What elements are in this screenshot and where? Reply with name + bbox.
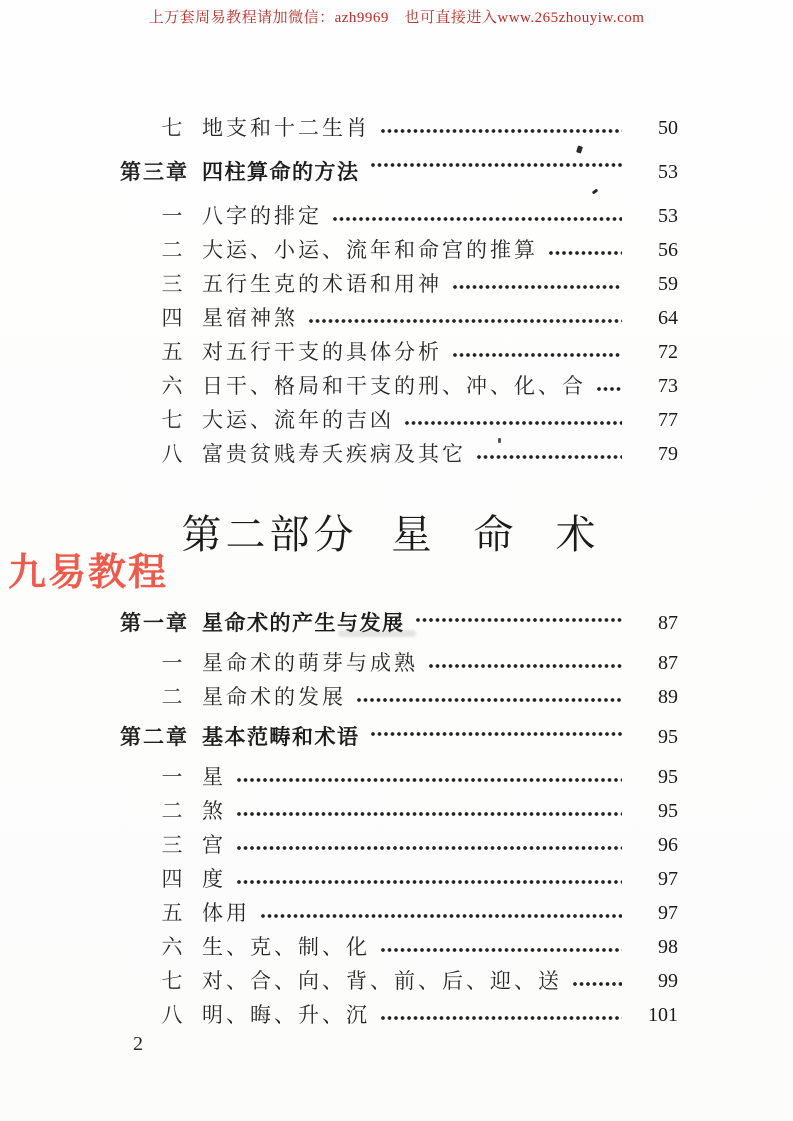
toc-entry-title: 明、晦、升、沉 [202,1002,370,1027]
toc-entry-number: 三 [161,271,183,296]
dot-leader [236,879,622,885]
toc-entry-page: 64 [658,307,678,329]
toc-entry-title: 基本范畴和术语 [202,725,360,749]
toc-entry-title: 大运、流年的吉凶 [202,407,394,432]
toc-entry-number: 五 [161,339,183,364]
toc-entry-title: 对、合、向、背、前、后、迎、送 [202,968,562,993]
toc-entry-number: 七 [161,115,183,140]
toc-row [120,111,678,145]
toc-row [120,998,678,1032]
dot-leader [572,981,622,987]
toc-entry-number: 二 [161,684,183,709]
dot-leader [415,617,623,623]
dot-leader [380,128,622,134]
dot-leader [548,250,622,256]
toc-entry-page: 73 [658,375,678,397]
toc-row [120,646,678,680]
dot-leader [452,284,622,290]
toc-entry-number: 八 [161,441,183,466]
toc-row [120,403,678,437]
toc-entry-page: 101 [648,1004,678,1026]
toc-part1-list [120,111,678,471]
dot-leader [236,777,622,783]
toc-entry-page: 53 [658,161,678,183]
part-heading-prefix: 第二部分 [181,512,358,557]
scan-smudge [338,630,416,637]
toc-entry-title: 度 [202,866,226,891]
toc-entry-number: 八 [161,1002,183,1027]
toc-entry-title: 煞 [202,798,226,823]
toc-entry-page: 97 [658,902,678,924]
toc-entry-title: 星命术的产生与发展 [202,611,405,635]
toc-entry-page: 87 [658,612,678,634]
dot-leader [476,454,622,460]
printed-page-number: 2 [133,1033,143,1055]
toc-entry-title: 对五行干支的具体分析 [202,339,442,364]
toc-entry-page: 72 [658,341,678,363]
toc-entry-title: 星宿神煞 [202,305,298,330]
toc-row [120,600,678,646]
toc-entry-page: 95 [658,726,678,748]
dot-leader [380,1015,622,1021]
toc-row [120,760,678,794]
toc-row [120,437,678,471]
toc-entry-number: 一 [161,764,183,789]
toc-entry-title: 生、克、制、化 [202,934,370,959]
toc-entry-number: 七 [161,968,183,993]
toc-row [120,896,678,930]
toc-row [120,862,678,896]
toc-row [120,680,678,714]
toc-entry-title: 星命术的发展 [202,684,346,709]
toc-row [120,930,678,964]
toc-entry-page: 96 [658,834,678,856]
toc-entry-number: 二 [161,798,183,823]
toc-entry-page: 79 [658,443,678,465]
dot-leader [370,162,623,168]
toc-entry-number: 七 [161,407,183,432]
dot-leader [596,386,622,392]
toc-entry-page: 77 [658,409,678,431]
dot-leader [452,352,622,358]
toc-entry-title: 体用 [202,900,250,925]
toc-entry-number: 三 [161,832,183,857]
toc-entry-page: 56 [658,239,678,261]
toc-entry-title: 八字的排定 [202,203,322,228]
toc-entry-title: 日干、格局和干支的刑、冲、化、合 [202,373,586,398]
promo-banner-text: 上万套周易教程请加微信：azh9969 也可直接进入www.265zhouyiw.com [148,10,645,26]
toc-entry-number: 第一章 [120,611,189,635]
toc-entry-number: 五 [161,900,183,925]
scan-speck [498,438,501,443]
toc-entry-page: 50 [658,117,678,139]
toc-entry-page: 95 [658,766,678,788]
toc-row [120,794,678,828]
toc-row [120,714,678,760]
toc-entry-number: 第三章 [120,160,189,184]
dot-leader [370,731,623,737]
dot-leader [260,913,622,919]
toc-row [120,233,678,267]
dot-leader [308,318,622,324]
toc-row [120,301,678,335]
toc-entry-title: 五行生克的术语和用神 [202,271,442,296]
dot-leader [332,216,622,222]
dot-leader [236,811,622,817]
toc-entry-page: 53 [658,205,678,227]
dot-leader [404,420,622,426]
toc-entry-number: 六 [161,373,183,398]
toc-entry-number: 六 [161,934,183,959]
toc-row [120,267,678,301]
toc-entry-page: 98 [658,936,678,958]
dot-leader [380,947,622,953]
toc-entry-number: 第二章 [120,725,189,749]
toc-entry-number: 一 [161,203,183,228]
toc-entry-page: 99 [658,970,678,992]
toc-row [120,335,678,369]
toc-entry-page: 59 [658,273,678,295]
toc-entry-title: 富贵贫贱寿夭疾病及其它 [202,441,466,466]
dot-leader [356,697,622,703]
toc-entry-title: 宫 [202,832,226,857]
toc-entry-title: 星 [202,764,226,789]
toc-entry-page: 87 [658,652,678,674]
red-watermark: 九易教程 [8,552,169,594]
toc-entry-title: 大运、小运、流年和命宫的推算 [202,237,538,262]
toc-entry-number: 一 [161,650,183,675]
toc-entry-title: 地支和十二生肖 [202,115,370,140]
toc-row [120,828,678,862]
part-heading-name: 星 命 术 [391,512,612,557]
toc-entry-page: 89 [658,686,678,708]
toc-entry-title: 星命术的萌芽与成熟 [202,650,418,675]
toc-row [120,964,678,998]
toc-entry-page: 97 [658,868,678,890]
toc-entry-number: 四 [161,305,183,330]
dot-leader [236,845,622,851]
toc-row [120,199,678,233]
toc-row [120,369,678,403]
toc-entry-number: 二 [161,237,183,262]
toc-entry-number: 四 [161,866,183,891]
dot-leader [428,663,622,669]
toc-part2-list [120,600,678,1032]
toc-entry-title: 四柱算命的方法 [202,160,360,184]
toc-entry-page: 95 [658,800,678,822]
